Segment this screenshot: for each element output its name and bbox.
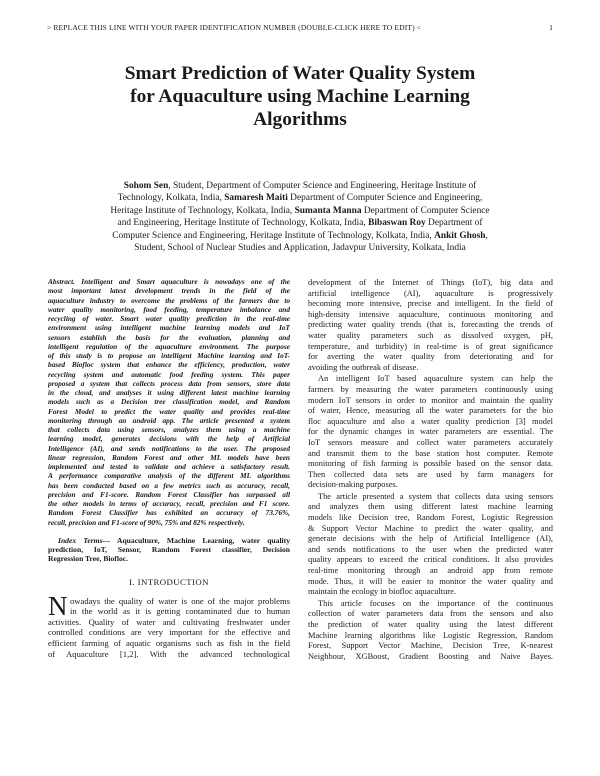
body-line: Machine learning algorithms like Logistic Regression, Random [308,630,553,640]
body-line: becoming more intensive, precise and intelligent. In the field of [308,299,553,309]
paragraph [308,492,553,598]
body-line: and sends notifications to the user when the predicted water [308,544,553,554]
abstract-line: monitoring through an android app. The article presented a system [48,415,290,425]
author-line: Sohom Sen, Student, Department of Computer Science and Engineering, Heritage Institute of [123,181,477,191]
abstract-line: learning model, generates decisions with the help of Artificial [48,434,290,444]
paragraph [308,374,553,491]
body-line: predicting water quality trends (that is, forecasting the trends of [308,320,553,330]
abstract-line: in the cloud, and analyses it using different latest machine learning [48,388,290,397]
intro-line: owadays the quality of water is one of the major problems [70,595,290,606]
body-line: temperature, and turbidity) in real-time is of great significance [308,341,553,351]
body-line: water quality parameters such as dissolved oxygen, pH, [308,330,553,340]
body-line: Then collected data sets are used by farm managers for [308,469,553,479]
paper-title [60,62,540,131]
body-line: modern IoT sensors in order to monitor and maintain the quality [308,395,553,405]
body-line: and analyzes them using different latest machine learning [308,502,553,512]
right-column [308,278,553,662]
body-line: for averting the water quality from deteriorating and for [308,352,553,362]
abstract-line: most important latest development trends in the field of the [48,286,290,296]
title-line: Algorithms [253,109,347,130]
paragraph [308,599,553,663]
abstract-line: recycling system and automatic food feeding system. This paper [48,369,290,379]
body-line: & Support Vector Machine to predict the water quality, and [308,523,553,533]
drop-cap: N [48,593,68,618]
body-line: The article presented a system that collects data using sensors [318,491,553,501]
abstract-line: recall, precision and F1-score of 90%, 75% and 82% respectively. [48,517,245,527]
index-terms-line: Regression Tree, Biofloc. [48,554,129,564]
body-line: monitoring of fish farming is possible based on the sensor data. [308,459,553,469]
body-line: decision-making purposes. [308,480,398,490]
abstract-line: of this study is to propose an intelligent Machine learning and IoT- [48,351,290,360]
author-line: Technology, Kolkata, India, Samaresh Maiti Department of Computer Science and Engineering, [117,193,483,204]
index-terms-line: Index Terms— Aquaculture, Machine Learning, water quality [58,535,290,545]
abstract [48,277,290,527]
abstract-line: Forest Model to predict the water quality and provides real-time [48,406,290,416]
introduction-paragraph [48,593,290,660]
intro-line: activities. Quality of water and cultivating freshwater under [48,616,290,627]
body-line: mode. Thus, it will be easier to monitor the water quality and [308,576,553,586]
abstract-line: implemented and tested to validate and achieve a satisfactory result. [48,462,290,471]
abstract-line: water quality monitoring, food feeding, temperature imbalance and [48,304,290,314]
body-line: floc aquaculture and also a water quality prediction [3] model [308,416,553,426]
abstract-line: Abstract. Intelligent and Smart aquaculture is nowadays one of the [48,277,290,286]
abstract-line: Random Forest Classifier has exhibited an accuracy of 73.76%, [48,508,290,518]
abstract-line: the other models in terms of accuracy, recall, precision and F1 score. [48,499,290,508]
body-line: quality appears to exceed the critical conditions. It also provides [308,555,553,565]
body-line: models like Decision tree, Random Forest, Logistic Regression [308,513,553,523]
body-line: for the dynamic changes in water parameters are essential. The [308,427,553,437]
section-heading-introduction: I. INTRODUCTION [129,576,209,587]
body-line: avoiding the outbreak of disease. [308,362,419,372]
index-terms [48,536,290,564]
body-line: artificial intelligence (AI), aquaculture is progressively [308,288,553,298]
page-number: 1 [549,23,553,32]
body-line: high-density intensive aquaculture, continuous monitoring and [308,309,553,319]
abstract-line: has been conducted based on a few metrics such as accuracy, recall, [48,480,290,490]
body-line: real-time monitoring through an android app from remote [308,566,553,576]
body-line: Forest, Support Vector Machine, Decision Tree, K-nearest [308,641,553,651]
title-line: Smart Prediction of Water Quality System [124,63,476,84]
abstract-line: based Biofloc system that enhance the efficiency, production, water [48,360,290,370]
intro-line: of Aquaculture [1,2]. With the advanced technological [48,648,290,659]
abstract-line: Intelligence (AI), and sends notifications to the user. The proposed [48,443,290,453]
body-line: generate decisions with the help of Artificial Intelligence (AI), [308,534,553,544]
body-line: and transmit them to the base station host computer. Remote [308,448,553,458]
author-line: and Engineering, Heritage Institute of Technology, Kolkata, India, Bibaswan Roy Department of [117,218,483,229]
body-line: An intelligent IoT based aquaculture system can help the [318,374,553,384]
paragraph [308,278,553,373]
abstract-line: precision and F1-score. Random Forest Classifier has surpassed all [48,489,290,499]
body-line: maintain the ecology in biofloc aquaculture. [308,587,456,597]
abstract-line: intelligent regulation of the aquaculture environment. The purpose [48,341,290,351]
body-line: of water, Hence, measuring all the water parameters for the bio [308,406,553,416]
author-line: Computer Science and Engineering, Heritage Institute of Technology, Kolkata, India, Ankit Ghosh, [112,230,488,241]
title-line: for Aquaculture using Machine Learning [130,86,470,107]
abstract-line: linear regression, Random Forest and other ML models have been [48,452,290,462]
author-line: Student, School of Nuclear Studies and Application, Jadavpur University, Kolkata, India [134,243,466,254]
author-line: Heritage Institute of Technology, Kolkata, India, Sumanta Manna Department of Computer Science [110,205,490,216]
abstract-line: A performance comparative analysis of the different ML algorithms [48,471,290,481]
body-line: development of the Internet of Things (IoT), big data and [308,278,553,287]
abstract-line: environment using intelligent machine learning models and IoT [48,323,290,333]
body-line: collection of water parameters data from the sensors and also [308,609,553,619]
intro-line: efficient farming of aquatic organisms such as fish in the field [48,638,290,649]
left-column [48,277,290,659]
author-block [60,180,540,254]
body-line: the prediction of water quality using the latest different [308,620,553,629]
body-line: IoT sensors measure and collect water parameters accurately [308,437,553,447]
intro-line: controlled conditions are very important for the effective and [48,627,290,638]
body-line: farmers by measuring the water parameters continuously using [308,384,553,394]
abstract-line: that collects data using sensors, analyzes them using a machine [48,425,290,434]
paper-id-placeholder[interactable]: > REPLACE THIS LINE WITH YOUR PAPER IDENTIFICATION NUMBER (DOUBLE-CLICK HERE TO EDIT) < [47,23,422,32]
index-terms-line: prediction, IoT, Sensor, Random Forest classifier, Decision [48,545,290,555]
abstract-line: recycling of water. Smart water quality prediction in the real-time [48,314,290,323]
intro-line: in the world as it is getting contaminated due to human [70,606,290,617]
body-line: This article focuses on the importance of the continuous [318,598,553,608]
abstract-line: aquaculture industry to overcome the problems of the farmers due to [48,295,290,305]
body-line: Neighbour, XGBoost, Gradient Boosting and Naive Bayes. [308,651,553,661]
abstract-line: sensors establish the basis for the evaluation, planning and [48,332,290,342]
abstract-line: models such as a Decision tree classification model, and Random [48,397,290,407]
abstract-line: proposed a system that collects process data from sensors, store data [48,378,290,388]
